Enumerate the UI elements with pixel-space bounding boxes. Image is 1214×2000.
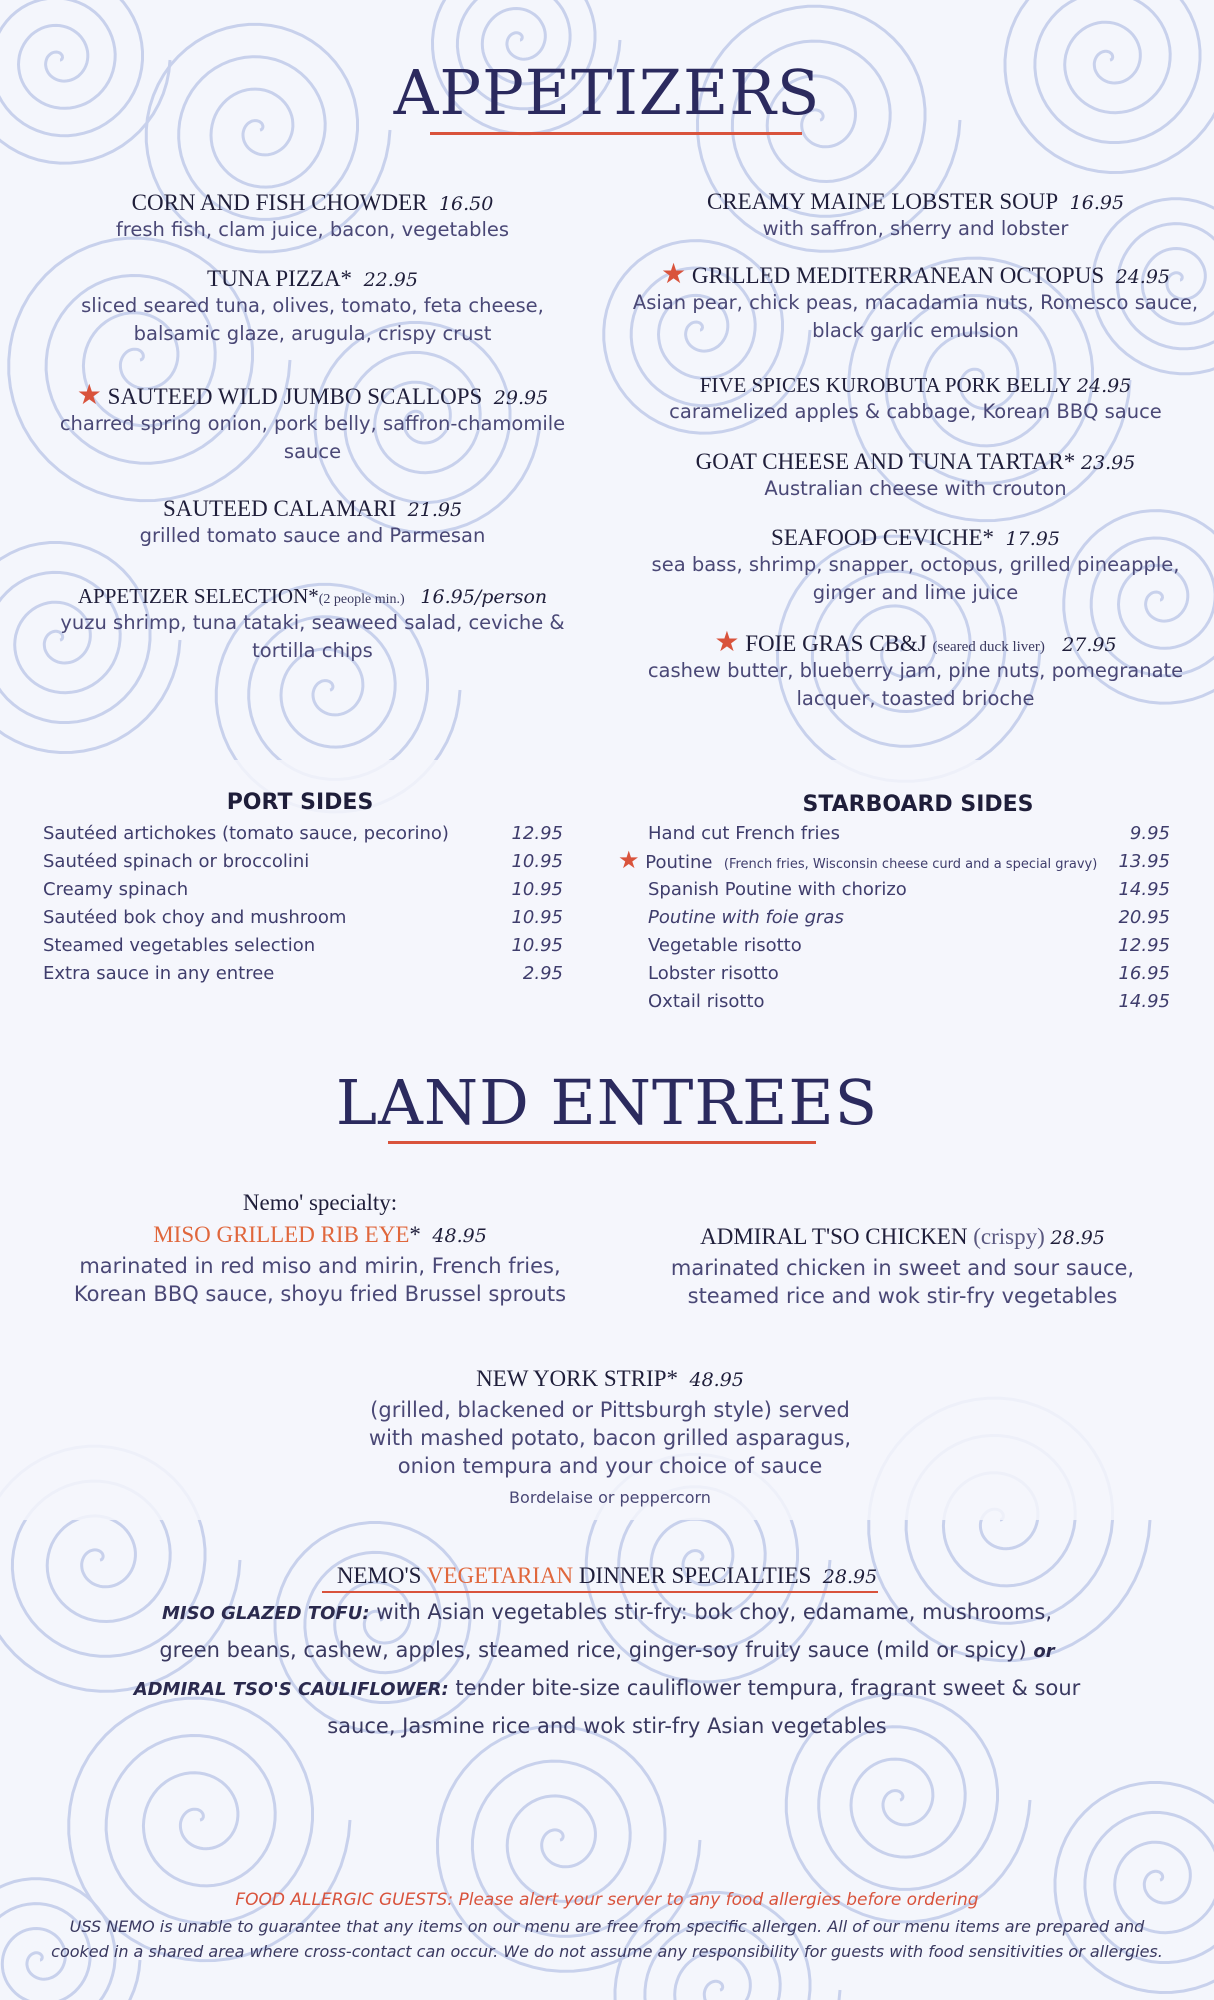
menu-item-name: ADMIRAL T'SO CHICKEN (crispy) 28.95	[700, 1224, 1105, 1249]
menu-item-name: GOAT CHEESE AND TUNA TARTAR* 23.95	[695, 449, 1136, 474]
vegetarian-title: NEMO'S VEGETARIAN DINNER SPECIALTIES 28.95	[336, 1563, 878, 1588]
menu-item-desc: tortilla chips	[252, 639, 373, 662]
land-entrees-heading: LAND ENTREES	[335, 1066, 879, 1139]
menu-item-desc: black garlic emulsion	[812, 319, 1019, 342]
list-item-price: 10.95	[511, 935, 563, 956]
allergy-disclaimer-1: USS NEMO is unable to guarantee that any items on our menu are free from specific allergen. All of our menu items are prepared and	[69, 1917, 1145, 1936]
ny-strip-item	[310, 1366, 910, 1512]
menu-item-name: APPETIZER SELECTION*(2 people min.) 16.95/person	[77, 584, 548, 608]
menu-item-name: ★ SAUTEED WILD JUMBO SCALLOPS 29.95	[76, 380, 549, 411]
red-star-icon: ★	[76, 380, 102, 411]
list-item-price: 12.95	[511, 823, 563, 844]
menu-item-name: CREAMY MAINE LOBSTER SOUP 16.95	[706, 189, 1125, 214]
allergy-alert: FOOD ALLERGIC GUESTS: Please alert your server to any food allergies before ordering	[235, 1890, 979, 1910]
list-item-price: 12.95	[1118, 935, 1170, 956]
menu-item-name: ★ GRILLED MEDITERRANEAN OCTOPUS 24.95	[660, 259, 1171, 290]
menu-item-desc: onion tempura and your choice of sauce	[397, 1454, 823, 1478]
allergy-disclaimer-2: cooked in a shared area where cross-contact can occur. We do not assume any responsibility for guests with food sensitivities or allergies.	[51, 1942, 1163, 1961]
menu-item-desc: marinated chicken in sweet and sour sauce,	[670, 1256, 1135, 1280]
list-item: Oxtail risotto	[648, 991, 765, 1012]
list-item: ★ Poutine (French fries, Wisconsin cheese curd and a special gravy)	[618, 846, 1098, 874]
list-item: Spanish Poutine with chorizo	[648, 879, 907, 900]
list-item-price: 2.95	[522, 963, 563, 984]
menu-item-name: MISO GRILLED RIB EYE* 48.95	[153, 1222, 487, 1247]
menu-item-desc: Australian cheese with crouton	[764, 477, 1067, 500]
menu-item-desc: lacquer, toasted brioche	[796, 687, 1035, 710]
starboard-sides-title: STARBOARD SIDES	[802, 792, 1034, 817]
appetizers-underline	[430, 132, 802, 135]
menu-item-name: TUNA PIZZA* 22.95	[207, 266, 418, 291]
menu-item-desc: marinated in red miso and mirin, French fries,	[79, 1254, 561, 1278]
land-entrees-underline	[388, 1141, 816, 1144]
menu-item-desc: balsamic glaze, arugula, crispy crust	[133, 322, 492, 345]
list-item: Poutine with foie gras	[648, 907, 844, 928]
list-item: Steamed vegetables selection	[43, 935, 316, 956]
vegetarian-underline	[322, 1591, 878, 1593]
menu-item-desc: with mashed potato, bacon grilled asparagus,	[368, 1426, 852, 1450]
list-item: Sautéed bok choy and mushroom	[43, 907, 347, 928]
list-item-price: 20.95	[1118, 907, 1170, 928]
list-item-price: 10.95	[511, 879, 563, 900]
list-item-price: 9.95	[1129, 823, 1170, 844]
list-item-price: 16.95	[1118, 963, 1170, 984]
menu-item-desc: charred spring onion, pork belly, saffron-chamomile	[59, 412, 566, 435]
menu-item-name: SAUTEED CALAMARI 21.95	[162, 496, 463, 521]
menu-item-name: SEAFOOD CEVICHE* 17.95	[771, 525, 1060, 550]
list-item-price: 14.95	[1118, 879, 1170, 900]
sauce-note: Bordelaise or peppercorn	[509, 1488, 711, 1507]
menu-item-desc: ginger and lime juice	[812, 581, 1019, 604]
menu-item-desc: cashew butter, blueberry jam, pine nuts, pomegranate	[647, 659, 1184, 682]
menu-item-desc: (grilled, blackened or Pittsburgh style) served	[370, 1398, 850, 1422]
menu-item-desc: caramelized apples & cabbage, Korean BBQ sauce	[669, 400, 1162, 423]
menu-item-desc: Korean BBQ sauce, shoyu fried Brussel sprouts	[73, 1282, 567, 1306]
list-item: Lobster risotto	[648, 963, 779, 984]
menu-item-name: CORN AND FISH CHOWDER 16.50	[131, 190, 494, 215]
list-item-price: 10.95	[511, 907, 563, 928]
menu-item-name: FIVE SPICES KUROBUTA PORK BELLY 24.95	[699, 373, 1132, 397]
vegetarian-text: MISO GLAZED TOFU: with Asian vegetables stir-fry: bok choy, edamame, mushrooms, green beans, cashew, apples, steamed rice, ginger-soy fruity sauce (mild or spicy) or ADMIRAL TSO'S CAULIFLOWER: tender bite-size cauliflower tempura, fragrant sweet & sour sauce, Jasmine rice and wok stir-fry Asian vegetables	[133, 1600, 1081, 1738]
rib-eye-item	[45, 1190, 595, 1308]
menu-item-desc: steamed rice and wok stir-fry vegetables	[687, 1284, 1118, 1308]
red-star-icon: ★	[618, 846, 640, 874]
appetizers-heading: APPETIZERS	[393, 56, 821, 129]
list-item-price: 14.95	[1118, 991, 1170, 1012]
list-item: Sautéed artichokes (tomato sauce, pecorino)	[43, 823, 449, 844]
list-item-price: 13.95	[1118, 851, 1170, 872]
menu-item-desc: fresh fish, clam juice, bacon, vegetables	[115, 218, 510, 241]
menu-item-desc: Asian pear, chick peas, macadamia nuts, Romesco sauce,	[632, 291, 1199, 314]
list-item: Sautéed spinach or broccolini	[43, 851, 310, 872]
menu-item-desc: sea bass, shrimp, snapper, octopus, grilled pineapple,	[651, 553, 1180, 576]
red-star-icon: ★	[714, 627, 740, 658]
specialty-label: Nemo' specialty:	[242, 1190, 398, 1215]
port-sides-title: PORT SIDES	[226, 790, 374, 815]
list-item: Extra sauce in any entree	[43, 963, 275, 984]
list-item: Vegetable risotto	[648, 935, 802, 956]
menu-item-desc: sauce	[283, 440, 342, 463]
menu-item-desc: grilled tomato sauce and Parmesan	[139, 524, 486, 547]
menu-item-desc: with saffron, sherry and lobster	[762, 217, 1069, 240]
list-item-price: 10.95	[511, 851, 563, 872]
menu-item-desc: yuzu shrimp, tuna tataki, seaweed salad, ceviche &	[60, 611, 565, 634]
red-star-icon: ★	[660, 259, 687, 290]
chicken-item	[630, 1224, 1175, 1310]
list-item: Creamy spinach	[43, 879, 189, 900]
menu-item-desc: sliced seared tuna, olives, tomato, feta cheese,	[81, 294, 544, 317]
menu-item-name: NEW YORK STRIP* 48.95	[476, 1366, 744, 1391]
menu-item-name: ★ FOIE GRAS CB&J (seared duck liver) 27.95	[714, 627, 1117, 658]
list-item: Hand cut French fries	[648, 823, 840, 844]
